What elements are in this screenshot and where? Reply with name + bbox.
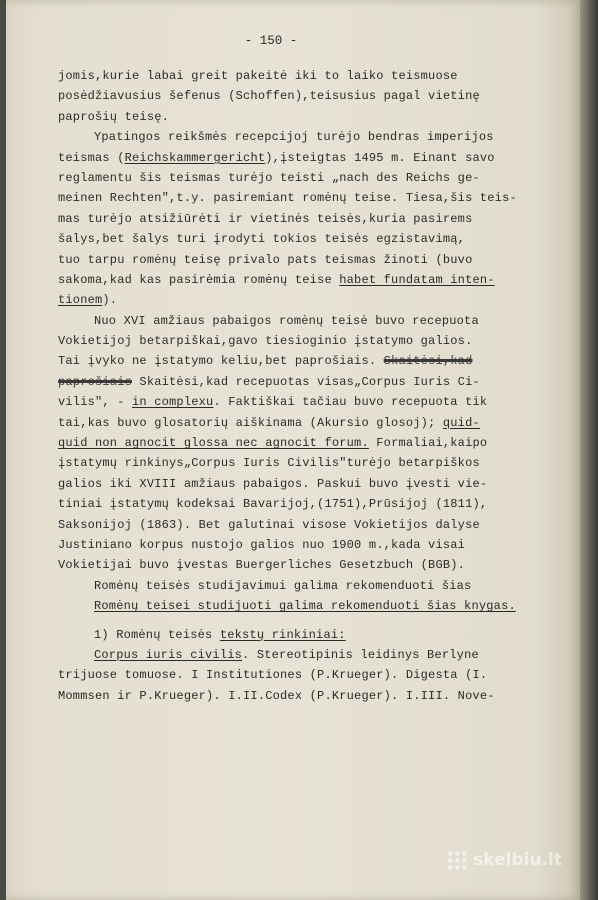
text-segment: Tai įvyko ne įstatymo keliu,bet paprošiais. xyxy=(58,354,384,369)
text-segment: mas turėjo atsižiūrėti ir vietinės teisės,kuria pasirems xyxy=(58,211,473,226)
text-line xyxy=(58,188,518,208)
text-line xyxy=(58,474,518,494)
underlined-text: tekstų rinkiniai: xyxy=(219,627,346,642)
text-line xyxy=(58,645,518,665)
watermark-logo-icon xyxy=(448,851,467,870)
text-segment: Romėnų teisės studijavimui galima rekomenduoti šias xyxy=(94,578,472,593)
text-line xyxy=(58,250,518,270)
text-segment: Vokietijoj betarpiškai,gavo tiesioginio įstatymo galios. xyxy=(58,334,473,349)
underlined-text: Reichskammergericht xyxy=(124,150,266,165)
text-segment: Skaitėsi,kad recepuotas visas„Corpus Iuris Ci- xyxy=(132,374,480,389)
text-segment: reglamentu šis teismas turėjo teisti „nach des Reichs ge- xyxy=(58,170,480,185)
text-line xyxy=(58,229,518,249)
text-line xyxy=(58,515,518,535)
text-line xyxy=(58,127,518,147)
page-body-text xyxy=(58,66,518,706)
text-segment: paprošių teisę. xyxy=(58,109,170,124)
underlined-text: habet fundatam inten- xyxy=(339,272,495,287)
text-line xyxy=(58,372,518,392)
watermark-text: skelbiu.lt xyxy=(473,850,562,870)
text-segment: Nuo XVI amžiaus pabaigos romėnų teisė buvo recepuota xyxy=(94,313,479,328)
underlined-text: quid non agnocit glossa nec agnocit forum. xyxy=(58,436,369,451)
text-segment: jomis,kurie labai greit pakeitė iki to laiko teismuose xyxy=(58,69,458,83)
text-line xyxy=(58,168,518,188)
text-line xyxy=(58,433,518,453)
text-line xyxy=(58,453,518,473)
underlined-text: quid- xyxy=(442,415,480,430)
underlined-text: tionem xyxy=(58,293,103,308)
text-segment: Mommsen ir P.Krueger). I.II.Codex (P.Krueger). I.III. Nove- xyxy=(58,688,495,703)
text-segment: Saksonijoj (1863). Bet galutinai visose Vokietijos dalyse xyxy=(58,517,480,532)
typewritten-page xyxy=(6,0,582,900)
text-segment: šalys,bet šalys turi įrodyti tokios teisės egzistavimą, xyxy=(58,232,466,247)
text-segment: įstatymų rinkinys„Corpus Iuris Civilis"turėjo betarpiškos xyxy=(58,456,480,471)
text-line xyxy=(58,66,518,86)
text-segment: teismas ( xyxy=(58,150,125,165)
underlined-text: Corpus iuris civilis xyxy=(94,647,243,662)
text-segment: ). xyxy=(102,293,118,308)
text-segment: posėdžiavusius šefenus (Schoffen),teisusius pagal vietinę xyxy=(58,89,480,104)
struck-out-text: paprošiais xyxy=(58,374,133,389)
struck-out-text: Skaitėsi,kad xyxy=(383,354,473,369)
text-segment: trijuose tomuose. I Institutiones (P.Krueger). Digesta (I. xyxy=(58,668,488,683)
underlined-text: Romėnų teisei studijuoti galima rekomenduoti šias knygas. xyxy=(94,599,516,614)
text-line xyxy=(58,555,518,575)
text-segment: . Stereotipinis leidinys Berlyne xyxy=(242,647,479,662)
text-segment: Vokietijai buvo įvestas Buergerliches Gesetzbuch (BGB). xyxy=(58,558,466,573)
text-line xyxy=(58,209,518,229)
blank-line xyxy=(58,617,518,625)
watermark xyxy=(448,850,562,870)
text-line xyxy=(58,311,518,331)
text-segment: Formaliai,kaipo xyxy=(368,436,488,451)
text-line xyxy=(58,148,518,168)
text-line xyxy=(58,494,518,514)
text-line xyxy=(58,665,518,685)
text-line xyxy=(58,686,518,706)
text-segment: . Faktiškai tačiau buvo recepuota tik xyxy=(213,395,488,410)
text-segment: tuo tarpu romėnų teisę privalo pats teismas žinoti (buvo xyxy=(58,252,473,267)
text-line xyxy=(58,290,518,310)
text-line xyxy=(58,86,518,106)
text-segment: Justiniano korpus nustojo galios nuo 1900 m.,kada visai xyxy=(58,537,466,552)
text-segment: meinen Rechten",t.y. pasiremiant romėnų teise. Tiesa,šis teis- xyxy=(58,191,517,206)
page-number: - 150 - xyxy=(244,34,298,48)
page-edge-shadow xyxy=(580,0,598,900)
text-segment: Ypatingos reikšmės recepcijoj turėjo bendras imperijos xyxy=(94,130,494,145)
underlined-text: in complexu xyxy=(132,395,214,410)
text-line xyxy=(58,107,518,127)
text-segment: tai,kas buvo glosatorių aiškinama (Akursio glosoj); xyxy=(58,415,443,430)
text-line xyxy=(58,413,518,433)
text-line xyxy=(58,331,518,351)
text-segment: galios iki XVIII amžiaus pabaigos. Paskui buvo įvesti vie- xyxy=(58,476,488,491)
text-line xyxy=(58,576,518,596)
text-segment: sakoma,kad kas pasirėmia romėnų teise xyxy=(58,272,340,287)
text-segment: ),įsteigtas 1495 m. Einant savo xyxy=(265,150,495,165)
text-line xyxy=(58,392,518,412)
text-line xyxy=(58,596,518,616)
text-line xyxy=(58,270,518,290)
text-segment: 1) Romėnų teisės xyxy=(94,627,220,642)
text-line xyxy=(58,351,518,371)
text-line xyxy=(58,625,518,645)
text-segment: tiniai įstatymų kodeksai Bavarijoj,(1751),Prūsijoj (1811), xyxy=(58,497,488,512)
text-line xyxy=(58,535,518,555)
text-segment: vilis", - xyxy=(58,395,133,410)
